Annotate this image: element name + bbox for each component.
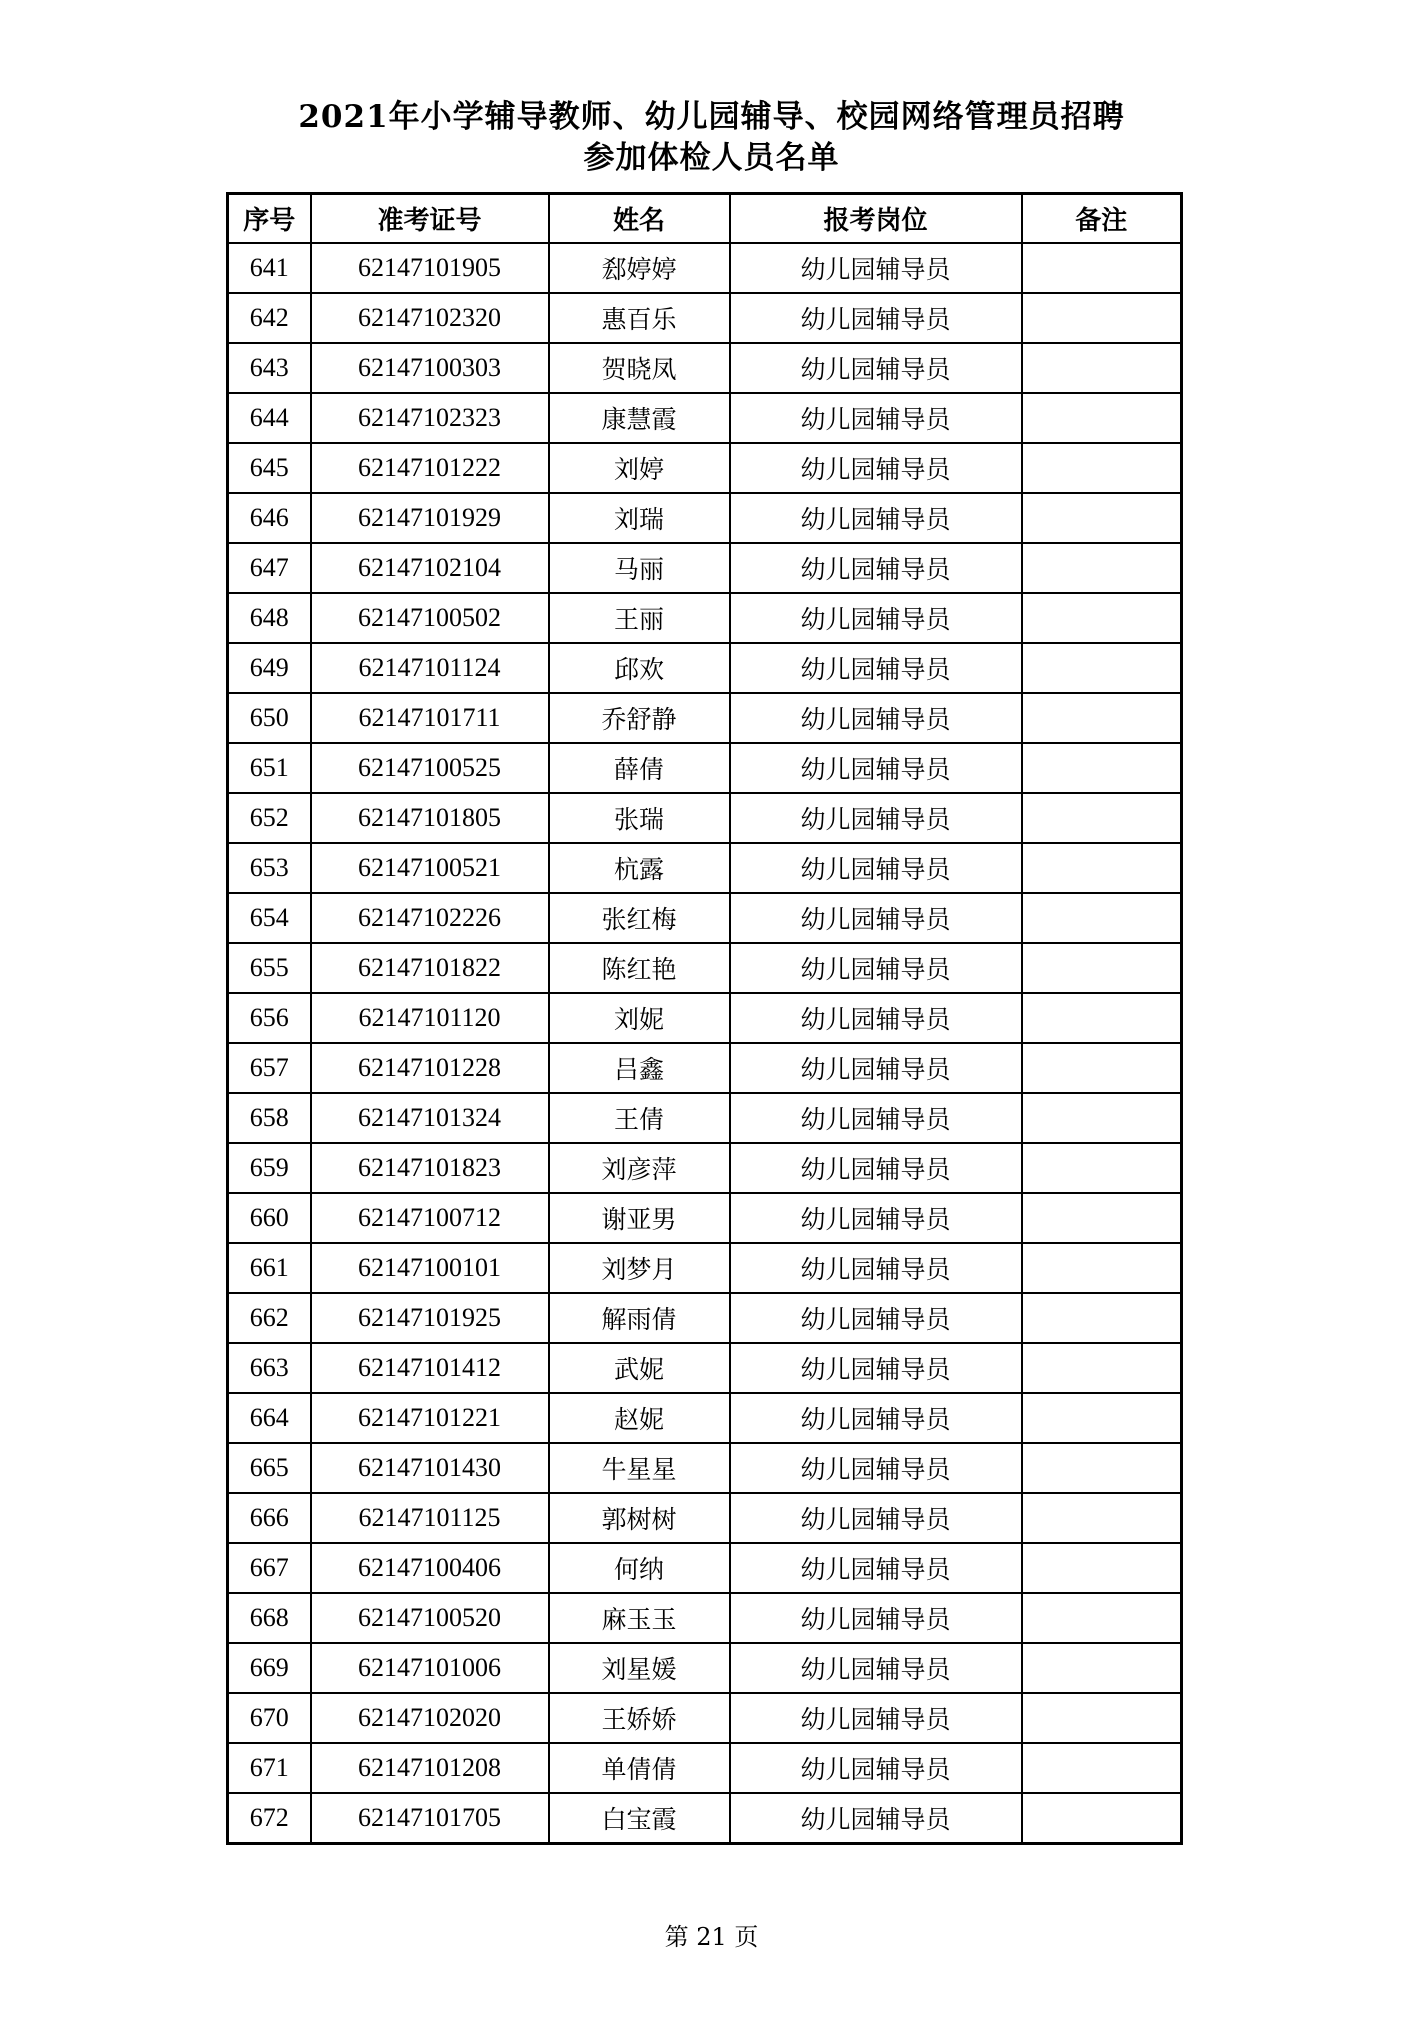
table-row — [228, 543, 1182, 593]
cell-post: 幼儿园辅导员 — [730, 293, 1022, 343]
cell-note — [1022, 1643, 1182, 1693]
table-row — [228, 643, 1182, 693]
cell-post: 幼儿园辅导员 — [730, 543, 1022, 593]
cell-note — [1022, 1343, 1182, 1393]
cell-post: 幼儿园辅导员 — [730, 1543, 1022, 1593]
cell-seq: 670 — [228, 1693, 311, 1743]
cell-exam-id: 62147100101 — [311, 1243, 549, 1293]
cell-seq: 645 — [228, 443, 311, 493]
cell-note — [1022, 893, 1182, 943]
cell-post: 幼儿园辅导员 — [730, 643, 1022, 693]
cell-post: 幼儿园辅导员 — [730, 1493, 1022, 1543]
cell-note — [1022, 343, 1182, 393]
cell-name: 张瑞 — [549, 793, 730, 843]
cell-seq: 651 — [228, 743, 311, 793]
table-row — [228, 1243, 1182, 1293]
table-row — [228, 943, 1182, 993]
table-row — [228, 1543, 1182, 1593]
cell-post: 幼儿园辅导员 — [730, 1143, 1022, 1193]
table-row — [228, 1143, 1182, 1193]
cell-exam-id: 62147101412 — [311, 1343, 549, 1393]
cell-note — [1022, 1293, 1182, 1343]
cell-name: 刘彦萍 — [549, 1143, 730, 1193]
cell-note — [1022, 1543, 1182, 1593]
cell-exam-id: 62147101929 — [311, 493, 549, 543]
table-row — [228, 493, 1182, 543]
cell-name: 王娇娇 — [549, 1693, 730, 1743]
cell-post: 幼儿园辅导员 — [730, 1793, 1022, 1844]
cell-post: 幼儿园辅导员 — [730, 843, 1022, 893]
cell-exam-id: 62147101124 — [311, 643, 549, 693]
cell-name: 何纳 — [549, 1543, 730, 1593]
cell-seq: 656 — [228, 993, 311, 1043]
cell-note — [1022, 443, 1182, 493]
table-row — [228, 843, 1182, 893]
table-row — [228, 443, 1182, 493]
cell-seq: 660 — [228, 1193, 311, 1243]
cell-post: 幼儿园辅导员 — [730, 1243, 1022, 1293]
cell-seq: 649 — [228, 643, 311, 693]
cell-seq: 653 — [228, 843, 311, 893]
table-body — [228, 243, 1182, 1844]
cell-exam-id: 62147100303 — [311, 343, 549, 393]
cell-name: 吕鑫 — [549, 1043, 730, 1093]
cell-exam-id: 62147101208 — [311, 1743, 549, 1793]
cell-exam-id: 62147101221 — [311, 1393, 549, 1443]
cell-note — [1022, 1693, 1182, 1743]
cell-name: 牛星星 — [549, 1443, 730, 1493]
cell-note — [1022, 1193, 1182, 1243]
cell-name: 赵妮 — [549, 1393, 730, 1443]
cell-note — [1022, 643, 1182, 693]
cell-name: 薛倩 — [549, 743, 730, 793]
cell-note — [1022, 1743, 1182, 1793]
cell-name: 贺晓凤 — [549, 343, 730, 393]
table-row — [228, 743, 1182, 793]
cell-exam-id: 62147100521 — [311, 843, 549, 893]
table-row — [228, 1393, 1182, 1443]
cell-seq: 654 — [228, 893, 311, 943]
cell-note — [1022, 543, 1182, 593]
cell-post: 幼儿园辅导员 — [730, 1093, 1022, 1143]
cell-note — [1022, 593, 1182, 643]
cell-seq: 648 — [228, 593, 311, 643]
cell-exam-id: 62147101006 — [311, 1643, 549, 1693]
cell-seq: 642 — [228, 293, 311, 343]
cell-name: 单倩倩 — [549, 1743, 730, 1793]
cell-name: 白宝霞 — [549, 1793, 730, 1844]
cell-name: 乔舒静 — [549, 693, 730, 743]
cell-seq: 669 — [228, 1643, 311, 1693]
table-row — [228, 793, 1182, 843]
table-row — [228, 993, 1182, 1043]
table-row — [228, 393, 1182, 443]
cell-seq: 663 — [228, 1343, 311, 1393]
cell-exam-id: 62147102226 — [311, 893, 549, 943]
table-row — [228, 1343, 1182, 1393]
cell-exam-id: 62147102323 — [311, 393, 549, 443]
cell-seq: 666 — [228, 1493, 311, 1543]
cell-seq: 657 — [228, 1043, 311, 1093]
cell-exam-id: 62147101125 — [311, 1493, 549, 1543]
cell-post: 幼儿园辅导员 — [730, 743, 1022, 793]
cell-seq: 665 — [228, 1443, 311, 1493]
table-row — [228, 1643, 1182, 1693]
cell-seq: 667 — [228, 1543, 311, 1593]
cell-note — [1022, 1043, 1182, 1093]
table-row — [228, 1443, 1182, 1493]
cell-note — [1022, 843, 1182, 893]
table-row — [228, 893, 1182, 943]
cell-post: 幼儿园辅导员 — [730, 1743, 1022, 1793]
table-row — [228, 693, 1182, 743]
cell-exam-id: 62147101705 — [311, 1793, 549, 1844]
cell-seq: 652 — [228, 793, 311, 843]
cell-note — [1022, 743, 1182, 793]
cell-note — [1022, 1443, 1182, 1493]
cell-exam-id: 62147102104 — [311, 543, 549, 593]
cell-exam-id: 62147101120 — [311, 993, 549, 1043]
cell-seq: 644 — [228, 393, 311, 443]
cell-post: 幼儿园辅导员 — [730, 593, 1022, 643]
cell-seq: 672 — [228, 1793, 311, 1844]
cell-name: 刘婷 — [549, 443, 730, 493]
table-row — [228, 1093, 1182, 1143]
table-row — [228, 593, 1182, 643]
cell-exam-id: 62147101222 — [311, 443, 549, 493]
cell-note — [1022, 1093, 1182, 1143]
cell-exam-id: 62147100406 — [311, 1543, 549, 1593]
cell-exam-id: 62147102320 — [311, 293, 549, 343]
cell-name: 惠百乐 — [549, 293, 730, 343]
cell-name: 王倩 — [549, 1093, 730, 1143]
header-post: 报考岗位 — [730, 194, 1022, 244]
cell-note — [1022, 1393, 1182, 1443]
cell-post: 幼儿园辅导员 — [730, 1393, 1022, 1443]
cell-name: 谢亚男 — [549, 1193, 730, 1243]
cell-post: 幼儿园辅导员 — [730, 393, 1022, 443]
cell-seq: 662 — [228, 1293, 311, 1343]
cell-exam-id: 62147100520 — [311, 1593, 549, 1643]
cell-exam-id: 62147101228 — [311, 1043, 549, 1093]
cell-name: 康慧霞 — [549, 393, 730, 443]
cell-note — [1022, 493, 1182, 543]
cell-post: 幼儿园辅导员 — [730, 1443, 1022, 1493]
cell-exam-id: 62147101905 — [311, 243, 549, 293]
cell-note — [1022, 393, 1182, 443]
cell-name: 刘瑞 — [549, 493, 730, 543]
cell-post: 幼儿园辅导员 — [730, 993, 1022, 1043]
candidate-table — [226, 192, 1183, 1845]
table-row — [228, 1193, 1182, 1243]
cell-post: 幼儿园辅导员 — [730, 943, 1022, 993]
cell-exam-id: 62147101430 — [311, 1443, 549, 1493]
cell-note — [1022, 243, 1182, 293]
cell-note — [1022, 1793, 1182, 1844]
cell-name: 张红梅 — [549, 893, 730, 943]
cell-name: 刘梦月 — [549, 1243, 730, 1293]
cell-name: 解雨倩 — [549, 1293, 730, 1343]
cell-seq: 661 — [228, 1243, 311, 1293]
cell-name: 王丽 — [549, 593, 730, 643]
cell-name: 马丽 — [549, 543, 730, 593]
table-row — [228, 1293, 1182, 1343]
cell-name: 刘妮 — [549, 993, 730, 1043]
cell-post: 幼儿园辅导员 — [730, 893, 1022, 943]
cell-name: 郄婷婷 — [549, 243, 730, 293]
header-exam-id: 准考证号 — [311, 194, 549, 244]
cell-name: 陈红艳 — [549, 943, 730, 993]
cell-post: 幼儿园辅导员 — [730, 443, 1022, 493]
cell-name: 邱欢 — [549, 643, 730, 693]
cell-exam-id: 62147101822 — [311, 943, 549, 993]
table-header-row — [228, 194, 1182, 244]
cell-seq: 659 — [228, 1143, 311, 1193]
table-row — [228, 1593, 1182, 1643]
cell-exam-id: 62147101324 — [311, 1093, 549, 1143]
cell-exam-id: 62147102020 — [311, 1693, 549, 1743]
cell-exam-id: 62147101711 — [311, 693, 549, 743]
cell-post: 幼儿园辅导员 — [730, 793, 1022, 843]
cell-note — [1022, 793, 1182, 843]
cell-name: 刘星媛 — [549, 1643, 730, 1693]
cell-post: 幼儿园辅导员 — [730, 1343, 1022, 1393]
cell-exam-id: 62147100712 — [311, 1193, 549, 1243]
table-row — [228, 1793, 1182, 1844]
table-row — [228, 1693, 1182, 1743]
page-number: 第 21 页 — [664, 1923, 759, 1951]
cell-post: 幼儿园辅导员 — [730, 343, 1022, 393]
cell-note — [1022, 1143, 1182, 1193]
cell-seq: 650 — [228, 693, 311, 743]
page-title: 2021年小学辅导教师、幼儿园辅导、校园网络管理员招聘 — [298, 99, 1125, 135]
cell-note — [1022, 943, 1182, 993]
cell-exam-id: 62147100502 — [311, 593, 549, 643]
cell-post: 幼儿园辅导员 — [730, 243, 1022, 293]
cell-post: 幼儿园辅导员 — [730, 1643, 1022, 1693]
header-note: 备注 — [1022, 194, 1182, 244]
table-row — [228, 1043, 1182, 1093]
cell-seq: 664 — [228, 1393, 311, 1443]
cell-name: 杭露 — [549, 843, 730, 893]
cell-post: 幼儿园辅导员 — [730, 1193, 1022, 1243]
cell-post: 幼儿园辅导员 — [730, 693, 1022, 743]
cell-name: 郭树树 — [549, 1493, 730, 1543]
page-subtitle: 参加体检人员名单 — [583, 140, 840, 176]
table-row — [228, 1493, 1182, 1543]
cell-seq: 646 — [228, 493, 311, 543]
cell-note — [1022, 293, 1182, 343]
cell-seq: 641 — [228, 243, 311, 293]
cell-exam-id: 62147101925 — [311, 1293, 549, 1343]
cell-exam-id: 62147100525 — [311, 743, 549, 793]
cell-post: 幼儿园辅导员 — [730, 1593, 1022, 1643]
cell-seq: 643 — [228, 343, 311, 393]
cell-post: 幼儿园辅导员 — [730, 1293, 1022, 1343]
table-row — [228, 343, 1182, 393]
cell-name: 武妮 — [549, 1343, 730, 1393]
cell-note — [1022, 993, 1182, 1043]
cell-seq: 668 — [228, 1593, 311, 1643]
table-row — [228, 1743, 1182, 1793]
cell-seq: 658 — [228, 1093, 311, 1143]
cell-note — [1022, 1243, 1182, 1293]
cell-exam-id: 62147101823 — [311, 1143, 549, 1193]
cell-post: 幼儿园辅导员 — [730, 493, 1022, 543]
header-seq: 序号 — [228, 194, 311, 244]
cell-post: 幼儿园辅导员 — [730, 1043, 1022, 1093]
cell-post: 幼儿园辅导员 — [730, 1693, 1022, 1743]
header-name: 姓名 — [549, 194, 730, 244]
cell-seq: 655 — [228, 943, 311, 993]
table-row — [228, 293, 1182, 343]
cell-note — [1022, 693, 1182, 743]
table-row — [228, 243, 1182, 293]
cell-note — [1022, 1593, 1182, 1643]
cell-exam-id: 62147101805 — [311, 793, 549, 843]
cell-seq: 647 — [228, 543, 311, 593]
cell-seq: 671 — [228, 1743, 311, 1793]
cell-note — [1022, 1493, 1182, 1543]
cell-name: 麻玉玉 — [549, 1593, 730, 1643]
